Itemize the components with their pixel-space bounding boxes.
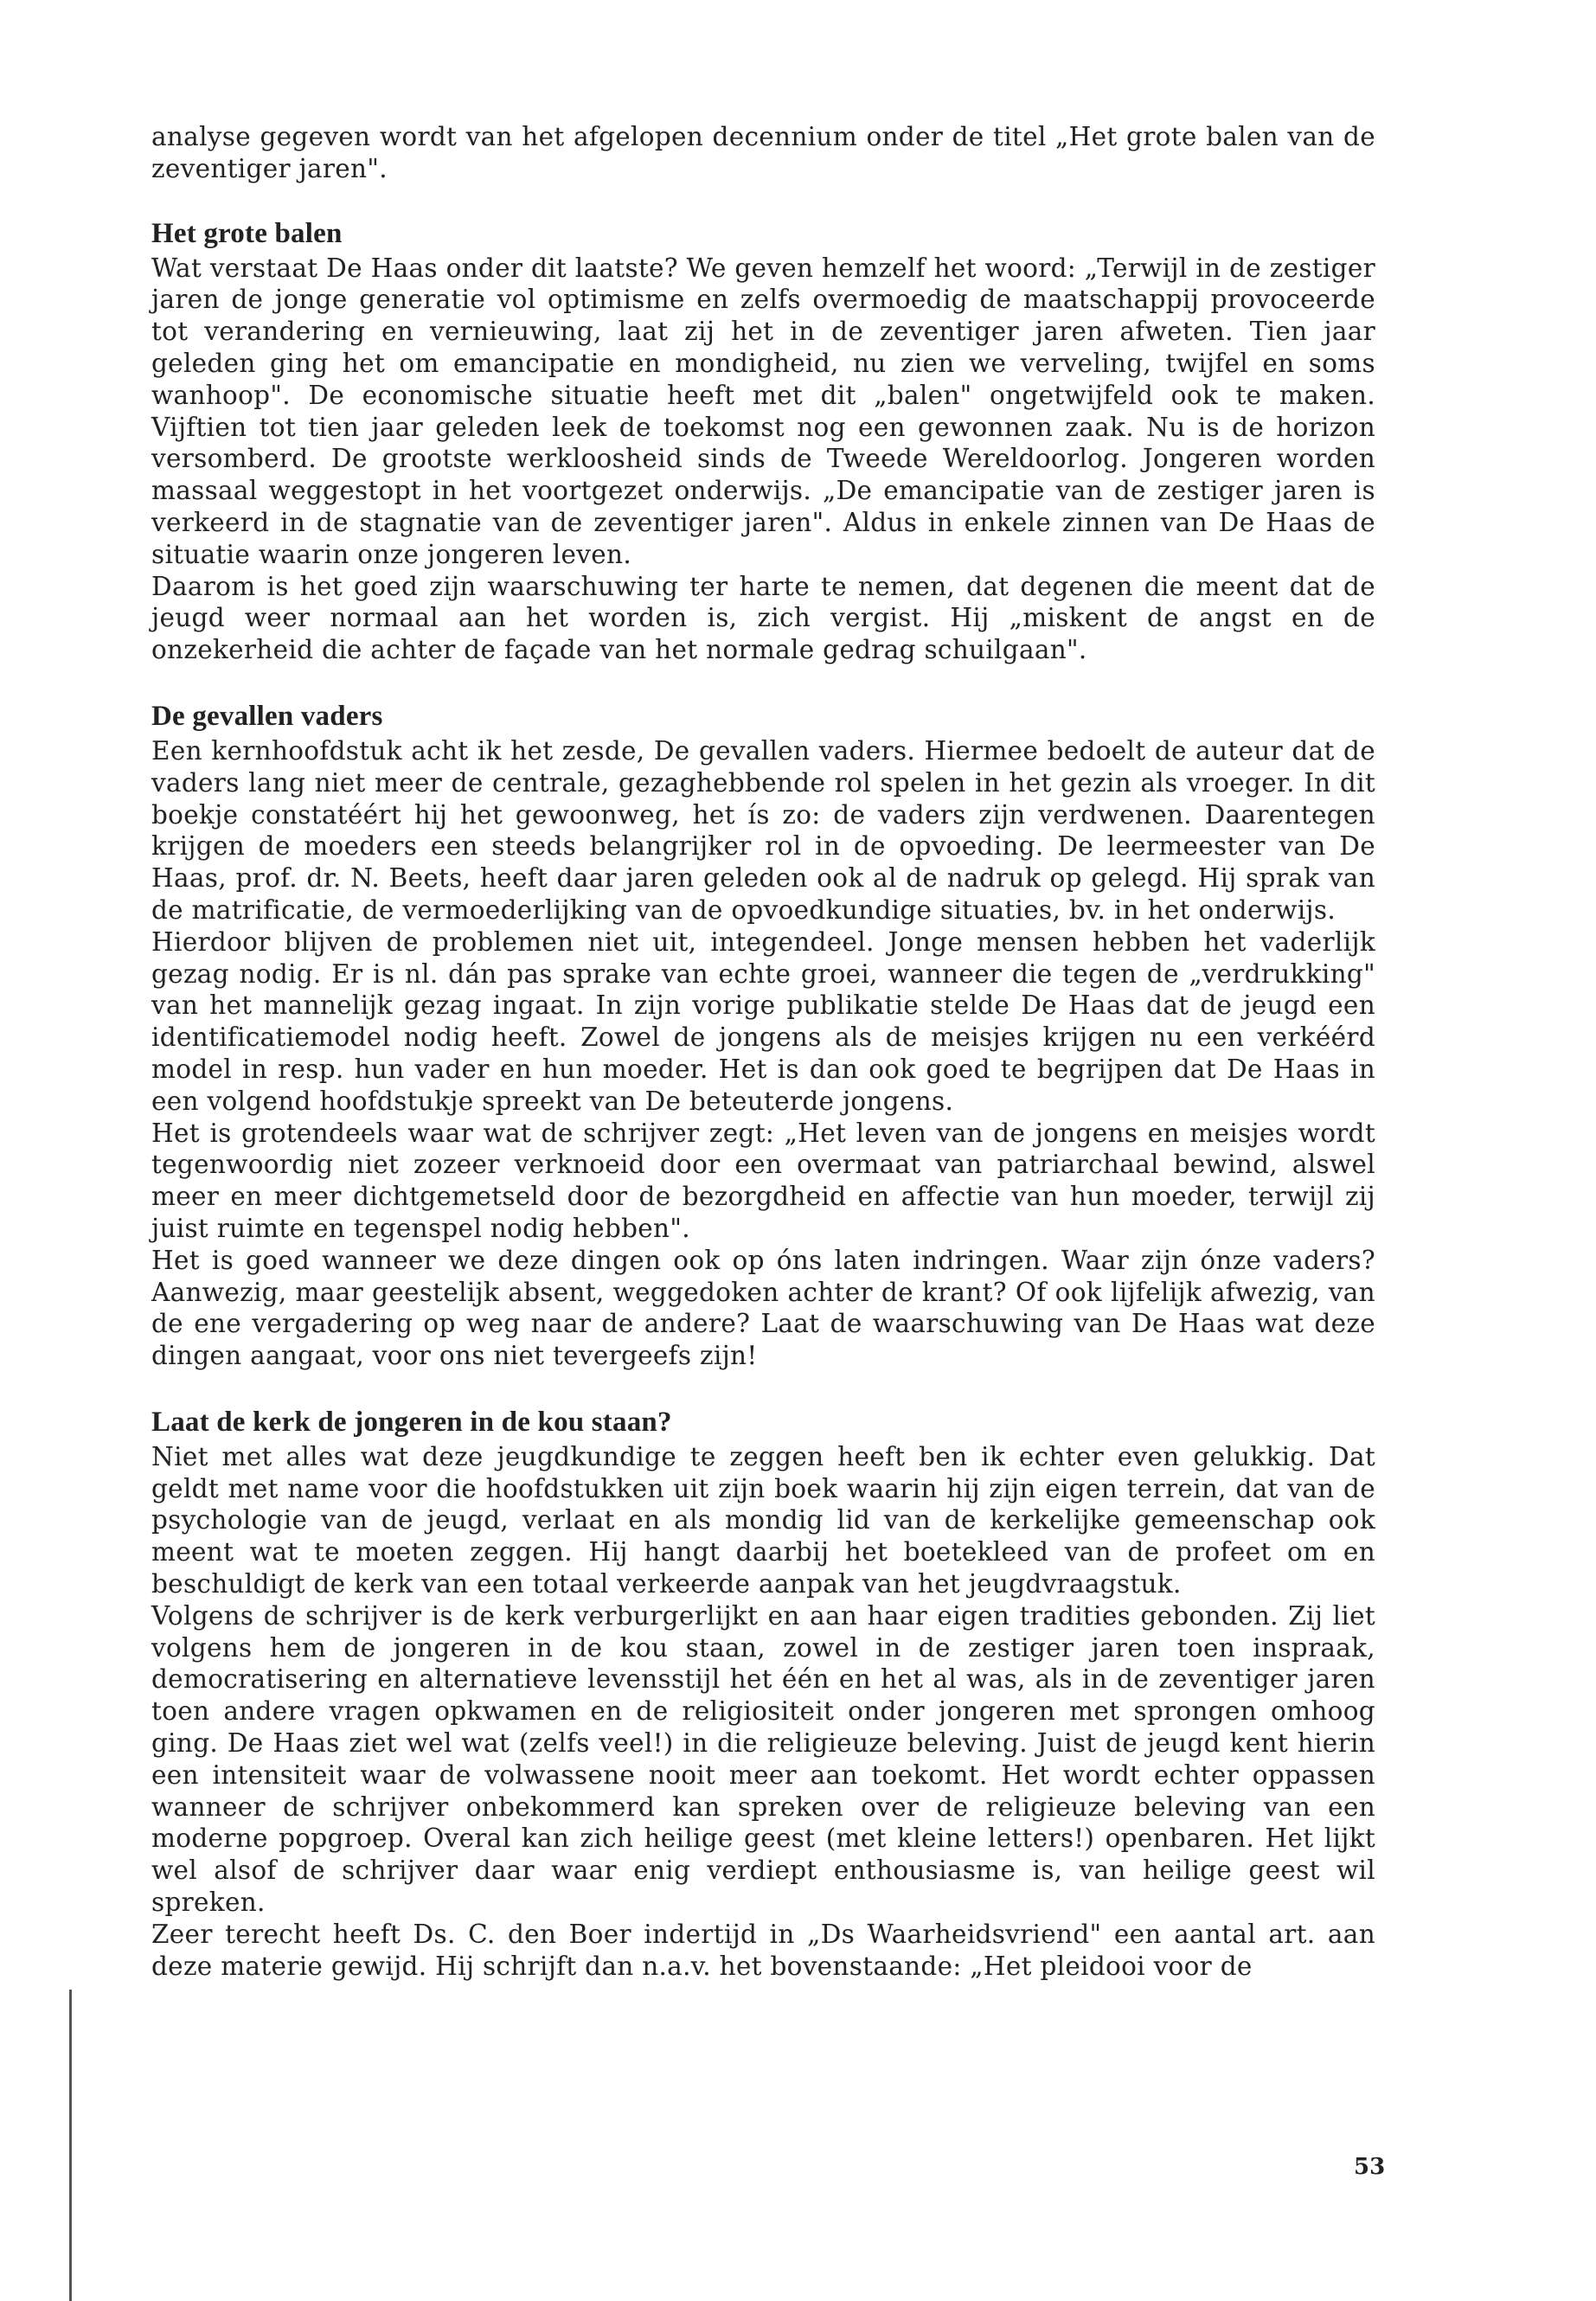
margin-rule bbox=[69, 1990, 72, 2301]
paragraph: Het is grotendeels waar wat de schrijver zegt: „Het leven van de jongens en meisjes wordt tegenwoordig niet zozeer verknoeid door een overmaat van patriarchaal bewind, alswel meer en meer dichtgemetseld door de bezorgdheid en affectie van hun moeder, terwijl zij juist ruimte en tegenspel nodig hebben". bbox=[151, 1118, 1375, 1243]
section-heading-laat-de-kerk: Laat de kerk de jongeren in de kou staan? bbox=[151, 1406, 672, 1438]
paragraph: Volgens de schrijver is de kerk verburgerlijkt en aan haar eigen tradities gebonden. Zij liet volgens hem de jongeren in de kou staan, zowel in de zestiger jaren toen inspraak, democratisering en alternatieve levensstijl het één en het al was, als in de zeventiger jaren toen andere vragen opkwamen en de religiositeit onder jongeren met sprongen omhoog ging. De Haas ziet wel wat (zelfs veel!) in die religieuze beleving. Juist de jeugd kent hierin een intensiteit waar de volwassene nooit meer aan toekomt. Het wordt echter oppassen wanneer de schrijver onbekommerd kan spreken over de religieuze beleving van een moderne popgroep. Overal kan zich heilige geest (met kleine letters!) openbaren. Het lijkt wel alsof de schrijver daar waar enig verdiept enthousiasme is, van heilige geest wil spreken. bbox=[151, 1600, 1375, 1918]
section-heading-het-grote-balen: Het grote balen bbox=[151, 217, 343, 249]
paragraph: Zeer terecht heeft Ds. C. den Boer indertijd in „Ds Waarheidsvriend" een aantal art. aan deze materie gewijd. Hij schrijft dan n.a.v. het bovenstaande: „Het pleidooi voor de bbox=[151, 1919, 1375, 1981]
section-heading-de-gevallen-vaders: De gevallen vaders bbox=[151, 700, 383, 732]
paragraph: Niet met alles wat deze jeugdkundige te zeggen heeft ben ik echter even gelukkig. Dat geldt met name voor die hoofdstukken uit zijn boek waarin hij zijn eigen terrein, dat van de psychologie van de jeugd, verlaat en als mondig lid van de kerkelijke gemeenschap ook meent wat te moeten zeggen. Hij hangt daarbij het boetekleed van de profeet om en beschuldigt de kerk van een totaal verkeerde aanpak van het jeugdvraagstuk. bbox=[151, 1441, 1375, 1599]
page-number: 53 bbox=[1354, 2154, 1386, 2180]
intro-paragraph: analyse gegeven wordt van het afgelopen decennium onder de titel „Het grote balen van de zeventiger jaren". bbox=[151, 122, 1375, 183]
paragraph: Hierdoor blijven de problemen niet uit, integendeel. Jonge mensen hebben het vaderlijk gezag nodig. Er is nl. dán pas sprake van echte groei, wanneer die tegen de „verdrukking" van het mannelijk gezag ingaat. In zijn vorige publikatie stelde De Haas dat de jeugd een identificatiemodel nodig heeft. Zowel de jongens als de meisjes krijgen nu een verkéérd model in resp. hun vader en hun moeder. Het is dan ook goed te begrijpen dat De Haas in een volgend hoofdstukje spreekt van De beteuterde jongens. bbox=[151, 926, 1375, 1116]
paragraph: Het is goed wanneer we deze dingen ook op óns laten indringen. Waar zijn ónze vaders? Aanwezig, maar geestelijk absent, weggedoken achter de krant? Of ook lijfelijk afwezig, van de ene vergadering op weg naar de andere? Laat de waarschuwing van De Haas wat deze dingen aangaat, voor ons niet tevergeefs zijn! bbox=[151, 1245, 1375, 1371]
paragraph: Daarom is het goed zijn waarschuwing ter harte te nemen, dat degenen die meent dat de jeugd weer normaal aan het worden is, zich vergist. Hij „miskent de angst en de onzekerheid die achter de façade van het normale gedrag schuilgaan". bbox=[151, 571, 1375, 665]
page-body bbox=[151, 121, 1375, 1982]
paragraph: Een kernhoofdstuk acht ik het zesde, De gevallen vaders. Hiermee bedoelt de auteur dat de vaders lang niet meer de centrale, gezaghebbende rol spelen in het gezin als vroeger. In dit boekje constatéért hij het gewoonweg, het ís zo: de vaders zijn verdwenen. Daarentegen krijgen de moeders een steeds belangrijker rol in de opvoeding. De leermeester van De Haas, prof. dr. N. Beets, heeft daar jaren geleden ook al de nadruk op gelegd. Hij sprak van de matrificatie, de vermoederlijking van de opvoedkundige situaties, bv. in het onderwijs. bbox=[151, 735, 1375, 925]
paragraph: Wat verstaat De Haas onder dit laatste? We geven hemzelf het woord: „Terwijl in de zestiger jaren de jonge generatie vol optimisme en zelfs overmoedig de maatschappij provoceerde tot verandering en vernieuwing, laat zij het in de zeventiger jaren afweten. Tien jaar geleden ging het om emancipatie en mondigheid, nu zien we verveling, twijfel en soms wanhoop". De economische situatie heeft met dit „balen" ongetwijfeld ook te maken. Vijftien tot tien jaar geleden leek de toekomst nog een gewonnen zaak. Nu is de horizon versomberd. De grootste werkloosheid sinds de Tweede Wereldoorlog. Jongeren worden massaal weggestopt in het voortgezet onderwijs. „De emancipatie van de zestiger jaren is verkeerd in de stagnatie van de zeventiger jaren". Aldus in enkele zinnen van De Haas de situatie waarin onze jongeren leven. bbox=[151, 253, 1375, 569]
